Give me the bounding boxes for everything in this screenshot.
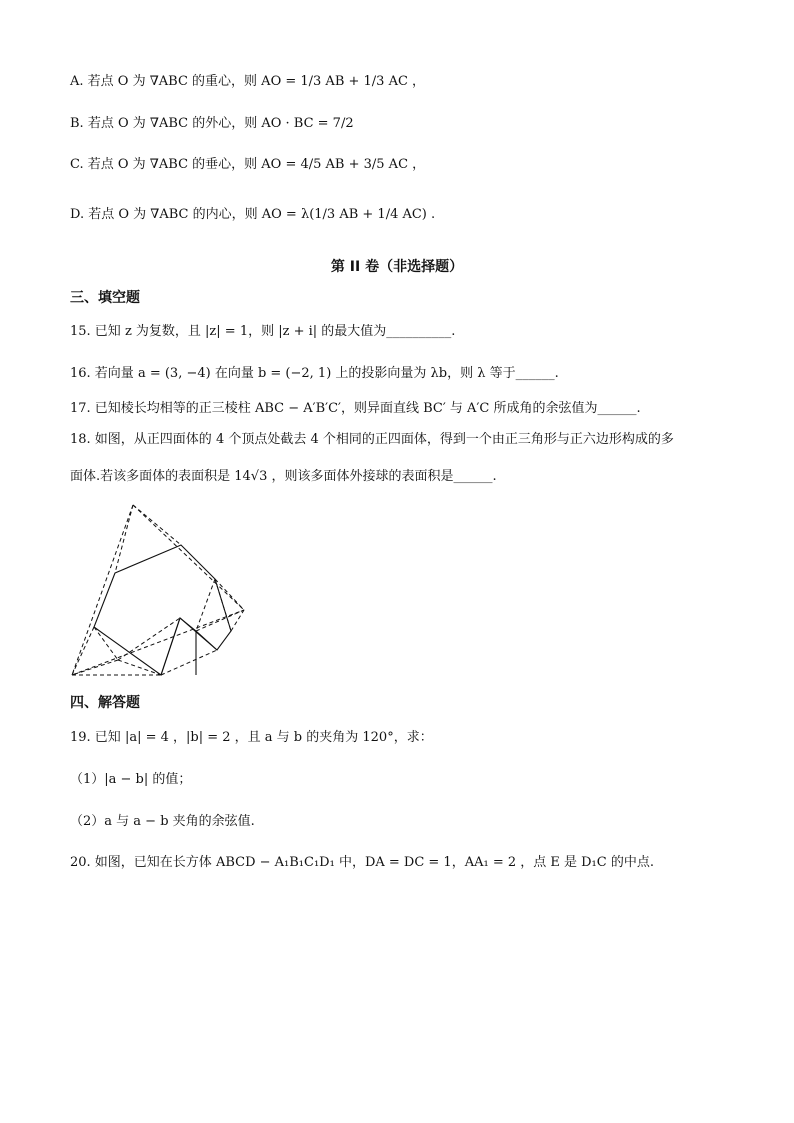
question-20: 20. 如图，已知在长方体 ABCD − A₁B₁C₁D₁ 中，DA = DC = 1，AA₁ = 2 ，点 E 是 D₁C 的中点. (70, 855, 654, 870)
question-17: 17. 已知棱长均相等的正三棱柱 ABC − A′B′C′，则异面直线 BC′ 与 A′C 所成角的余弦值为______. (70, 401, 641, 416)
hidden-edge (94, 627, 118, 660)
option-b: B. 若点 O 为 ∇ABC 的外心，则 AO · BC = 7/2 (70, 116, 354, 131)
edge (196, 631, 217, 650)
option-a: A. 若点 O 为 ∇ABC 的重心，则 AO = 1/3 AB + 1/3 AC ， (70, 74, 426, 89)
hidden-edge (196, 610, 244, 631)
hidden-edge (196, 579, 215, 631)
question-18-line-1: 18. 如图，从正四面体的 4 个顶点处截去 4 个相同的正四面体，得到一个由正三角形与正六边形构成的多 (70, 432, 674, 447)
question-19-part-1: （1）|a − b| 的值； (70, 772, 192, 787)
hidden-edge (161, 650, 217, 675)
question-19: 19. 已知 |a| = 4 ，|b| = 2 ，且 a 与 b 的夹角为 120°，求： (70, 730, 433, 745)
volume-title: 第 II 卷（非选择题） (330, 259, 464, 275)
hidden-edge (118, 660, 161, 675)
section-answer-heading: 四、解答题 (70, 695, 140, 711)
hidden-edge (133, 505, 244, 610)
question-19-part-2: （2）a 与 a − b 夹角的余弦值. (70, 814, 255, 829)
section-fill-in-heading: 三、填空题 (70, 290, 140, 306)
hidden-edge (115, 505, 133, 573)
hidden-edge (72, 627, 94, 675)
option-d: D. 若点 O 为 ∇ABC 的内心，则 AO = λ(1/3 AB + 1/4 AC) . (70, 207, 436, 222)
truncated-tetrahedron-figure (68, 500, 250, 678)
question-15: 15. 已知 z 为复数，且 |z| = 1，则 |z + i| 的最大值为__________. (70, 324, 456, 339)
hidden-edge (72, 610, 244, 675)
option-c: C. 若点 O 为 ∇ABC 的垂心，则 AO = 4/5 AB + 3/5 AC ， (70, 157, 426, 172)
hidden-edge (133, 505, 181, 545)
edge (161, 618, 180, 675)
question-18-line-2: 面体.若该多面体的表面积是 14√3 ，则该多面体外接球的表面积是______. (70, 469, 497, 484)
question-16: 16. 若向量 a = (3, −4) 在向量 b = (−2, 1) 上的投影向量为 λb，则 λ 等于______. (70, 366, 559, 381)
hidden-edge (72, 505, 133, 675)
